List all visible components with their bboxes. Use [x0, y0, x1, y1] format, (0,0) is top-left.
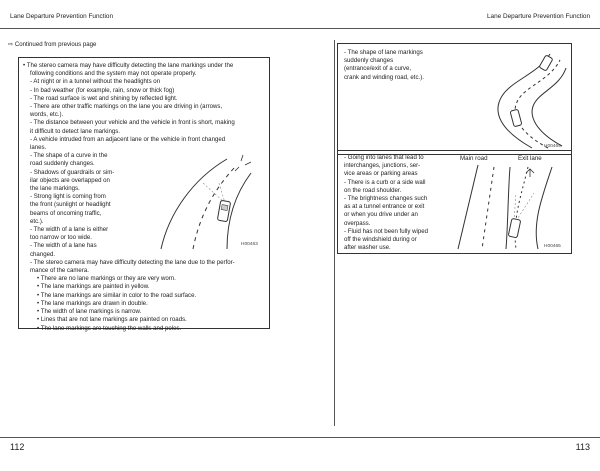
continued-note — [8, 41, 96, 49]
list-item: crank and winding road, etc.). — [344, 73, 424, 81]
list-item: beams of oncoming traffic, — [30, 209, 102, 217]
list-item: - The brightness changes such — [344, 195, 428, 203]
list-item: interchanges, junctions, ser- — [344, 162, 421, 170]
list-item: road suddenly changes. — [30, 160, 95, 168]
list-item: too narrow or too wide. — [30, 234, 92, 242]
list-item: - In bad weather (for example, rain, snow or thick fog) — [30, 86, 175, 94]
list-item: as at a tunnel entrance or exit — [344, 203, 425, 211]
sub-list-item: • The lane markings are painted in yellow. — [37, 283, 150, 291]
list-item: the front (sunlight or headlight — [30, 201, 111, 209]
list-item: - The width of a lane is either — [30, 226, 109, 234]
sub-list-item: • Lines that are not lane markings are painted on roads. — [37, 316, 187, 324]
right-top-text — [344, 49, 424, 82]
list-item: - Shadows of guardrails or sim- — [30, 168, 115, 176]
list-item: on the road shoulder. — [344, 186, 402, 194]
sub-list-item: • The lane markings are drawn in double. — [37, 299, 148, 307]
list-item: or when you drive under an — [344, 211, 418, 219]
main-road-label: Main road — [460, 155, 488, 162]
list-item: - The road surface is wet and shining by reflected light. — [30, 94, 178, 102]
intro-line: The stereo camera may have difficulty detecting the lane markings under the — [26, 62, 234, 69]
list-item: - There are other traffic markings on the lane you are driving in (arrows, — [30, 103, 223, 111]
sub-list-item: • The width of lane markings is narrow. — [37, 308, 142, 316]
sub-list-item: • There are no lane markings or they are very worn. — [37, 275, 176, 283]
sub-list-item: • The lane markings are touching the walls and poles. — [37, 324, 182, 332]
center-divider — [334, 40, 335, 426]
left-caution-box — [18, 57, 270, 332]
right-bottom-figure-code: H00465 — [544, 244, 561, 249]
list-item: - The distance between your vehicle and the vehicle in front is short, making — [30, 119, 235, 127]
curve-road-illustration — [155, 153, 267, 251]
list-item: vice areas or parking areas — [344, 170, 418, 178]
list-item: after washer use. — [344, 244, 391, 252]
header-rule — [0, 28, 600, 29]
right-bottom-text — [344, 154, 428, 252]
footer-rule — [0, 437, 600, 438]
list-item: suddenly changes — [344, 57, 394, 65]
list-item: the lane markings. — [30, 185, 80, 193]
list-item: - The width of a lane has — [30, 242, 97, 250]
list-item: etc.). — [30, 217, 44, 225]
list-item: - Fluid has not been fully wiped — [344, 227, 429, 235]
left-figure-code: H00463 — [241, 242, 258, 247]
continued-arrow-icon: ⇨ — [8, 41, 14, 48]
page-number-right: 113 — [575, 442, 590, 452]
list-item: words, etc.). — [30, 111, 64, 119]
left-page-header: Lane Departure Prevention Function — [10, 13, 114, 20]
list-item: - At night or in a tunnel without the headlights on — [30, 78, 161, 86]
list-item: ilar objects are overlapped on — [30, 176, 110, 184]
list-item: - Going into lanes that lead to — [344, 154, 424, 161]
list-item: - Strong light is coming from — [30, 193, 106, 201]
list-item: it difficult to detect lane markings. — [30, 127, 120, 135]
list-item: (entrance/exit of a curve, — [344, 65, 412, 73]
list-item: mance of the camera. — [30, 267, 89, 275]
list-item: lanes. — [30, 144, 47, 152]
sub-list-item: • The lane markings are similar in color to the road surface. — [37, 291, 197, 299]
right-page-header: Lane Departure Prevention Function — [486, 13, 590, 20]
right-top-figure-code: H00464 — [544, 144, 561, 149]
list-item: - There is a curb or a side wall — [344, 178, 426, 186]
list-item: overpass. — [344, 219, 371, 227]
list-item: - The stereo camera may have difficulty detecting the lane due to the perfor- — [30, 258, 235, 266]
exit-lane-illustration — [456, 163, 570, 251]
list-item: - The shape of a curve in the — [30, 152, 108, 160]
list-item: off the windshield during or — [344, 236, 417, 244]
right-top-box — [337, 43, 572, 155]
exit-lane-label: Exit lane — [518, 155, 542, 162]
page-number-left: 112 — [10, 442, 25, 452]
list-item: changed. — [30, 250, 56, 258]
intro-line: following conditions and the system may not operate properly. — [30, 70, 197, 78]
continued-text: Continued from previous page — [14, 41, 97, 48]
list-item: - A vehicle intruded from an adjacent lane or the vehicle in front changed — [30, 135, 226, 143]
bullet-icon: • — [23, 62, 26, 69]
right-bottom-box — [337, 150, 572, 254]
list-item: - The shape of lane markings — [344, 49, 423, 56]
winding-road-illustration — [488, 50, 568, 150]
